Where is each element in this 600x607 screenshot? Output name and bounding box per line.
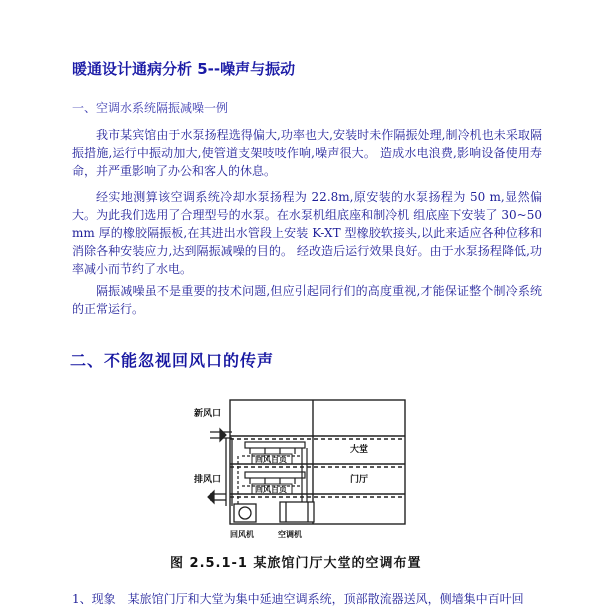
section-heading-1: 一、空调水系统隔振减噪一例 [72, 101, 229, 115]
hvac-layout-diagram [190, 394, 430, 544]
label-ahu: 空调机 [278, 530, 302, 539]
label-lobby: 大堂 [350, 445, 369, 455]
section-heading-2: 二、不能忽视回风口的传声 [70, 351, 275, 370]
label-louver-top: 回风百页 [255, 455, 287, 464]
cut-off-line: 1、现象 某旅馆门厅和大堂为集中延迪空调系统，顶部散流器送风，侧墙集中百叶回 [72, 592, 524, 606]
label-foyer: 门厅 [350, 475, 369, 485]
label-fresh-air-1: 新风口 [194, 409, 222, 419]
ahu-box [280, 502, 314, 522]
label-louver-bottom: 回风百页 [255, 485, 287, 494]
paragraph-3: 隔振减噪虽不是重要的技术问题,但应引起同行们的高度重视,才能保证整个制冷系统的正常运行。 [72, 284, 542, 316]
fresh-air-arrow [220, 429, 226, 441]
label-return-fan: 回风机 [230, 530, 254, 539]
figure-caption: 图 2.5.1-1 某旅馆门厅大堂的空调布置 [170, 556, 422, 571]
paragraph-2: 经实地测算该空调系统冷却水泵扬程为 22.8m,原安装的水泵扬程为 50 m,显然偏大。为此我们选用了合理型号的水泵。在水泵机组底座和制冷机 组底座下安装了 30~50 mm 厚的橡胶隔振板,在其进出水管段上安装 K-XT 型橡胶软接头,以此来适应各种位移和消除各种安装应力,达到隔振减噪的目的。 经改造后运行效果良好。由于水泵扬程降低,功率减小而节约了水电。 [72, 190, 542, 276]
document-title: 暖通设计通病分析 5--噪声与振动 [72, 60, 296, 78]
exhaust-arrow [208, 491, 214, 503]
label-exhaust-1: 排风口 [194, 475, 222, 485]
paragraph-1: 我市某宾馆由于水泵扬程选得偏大,功率也大,安装时未作隔振处理,制冷机也未采取隔振措施,运行中振动加大,使管道支架吱吱作响,噪声很大。 造成水电浪费,影响设备使用寿命，并严重影响了办公和客人的休息。 [72, 128, 542, 178]
